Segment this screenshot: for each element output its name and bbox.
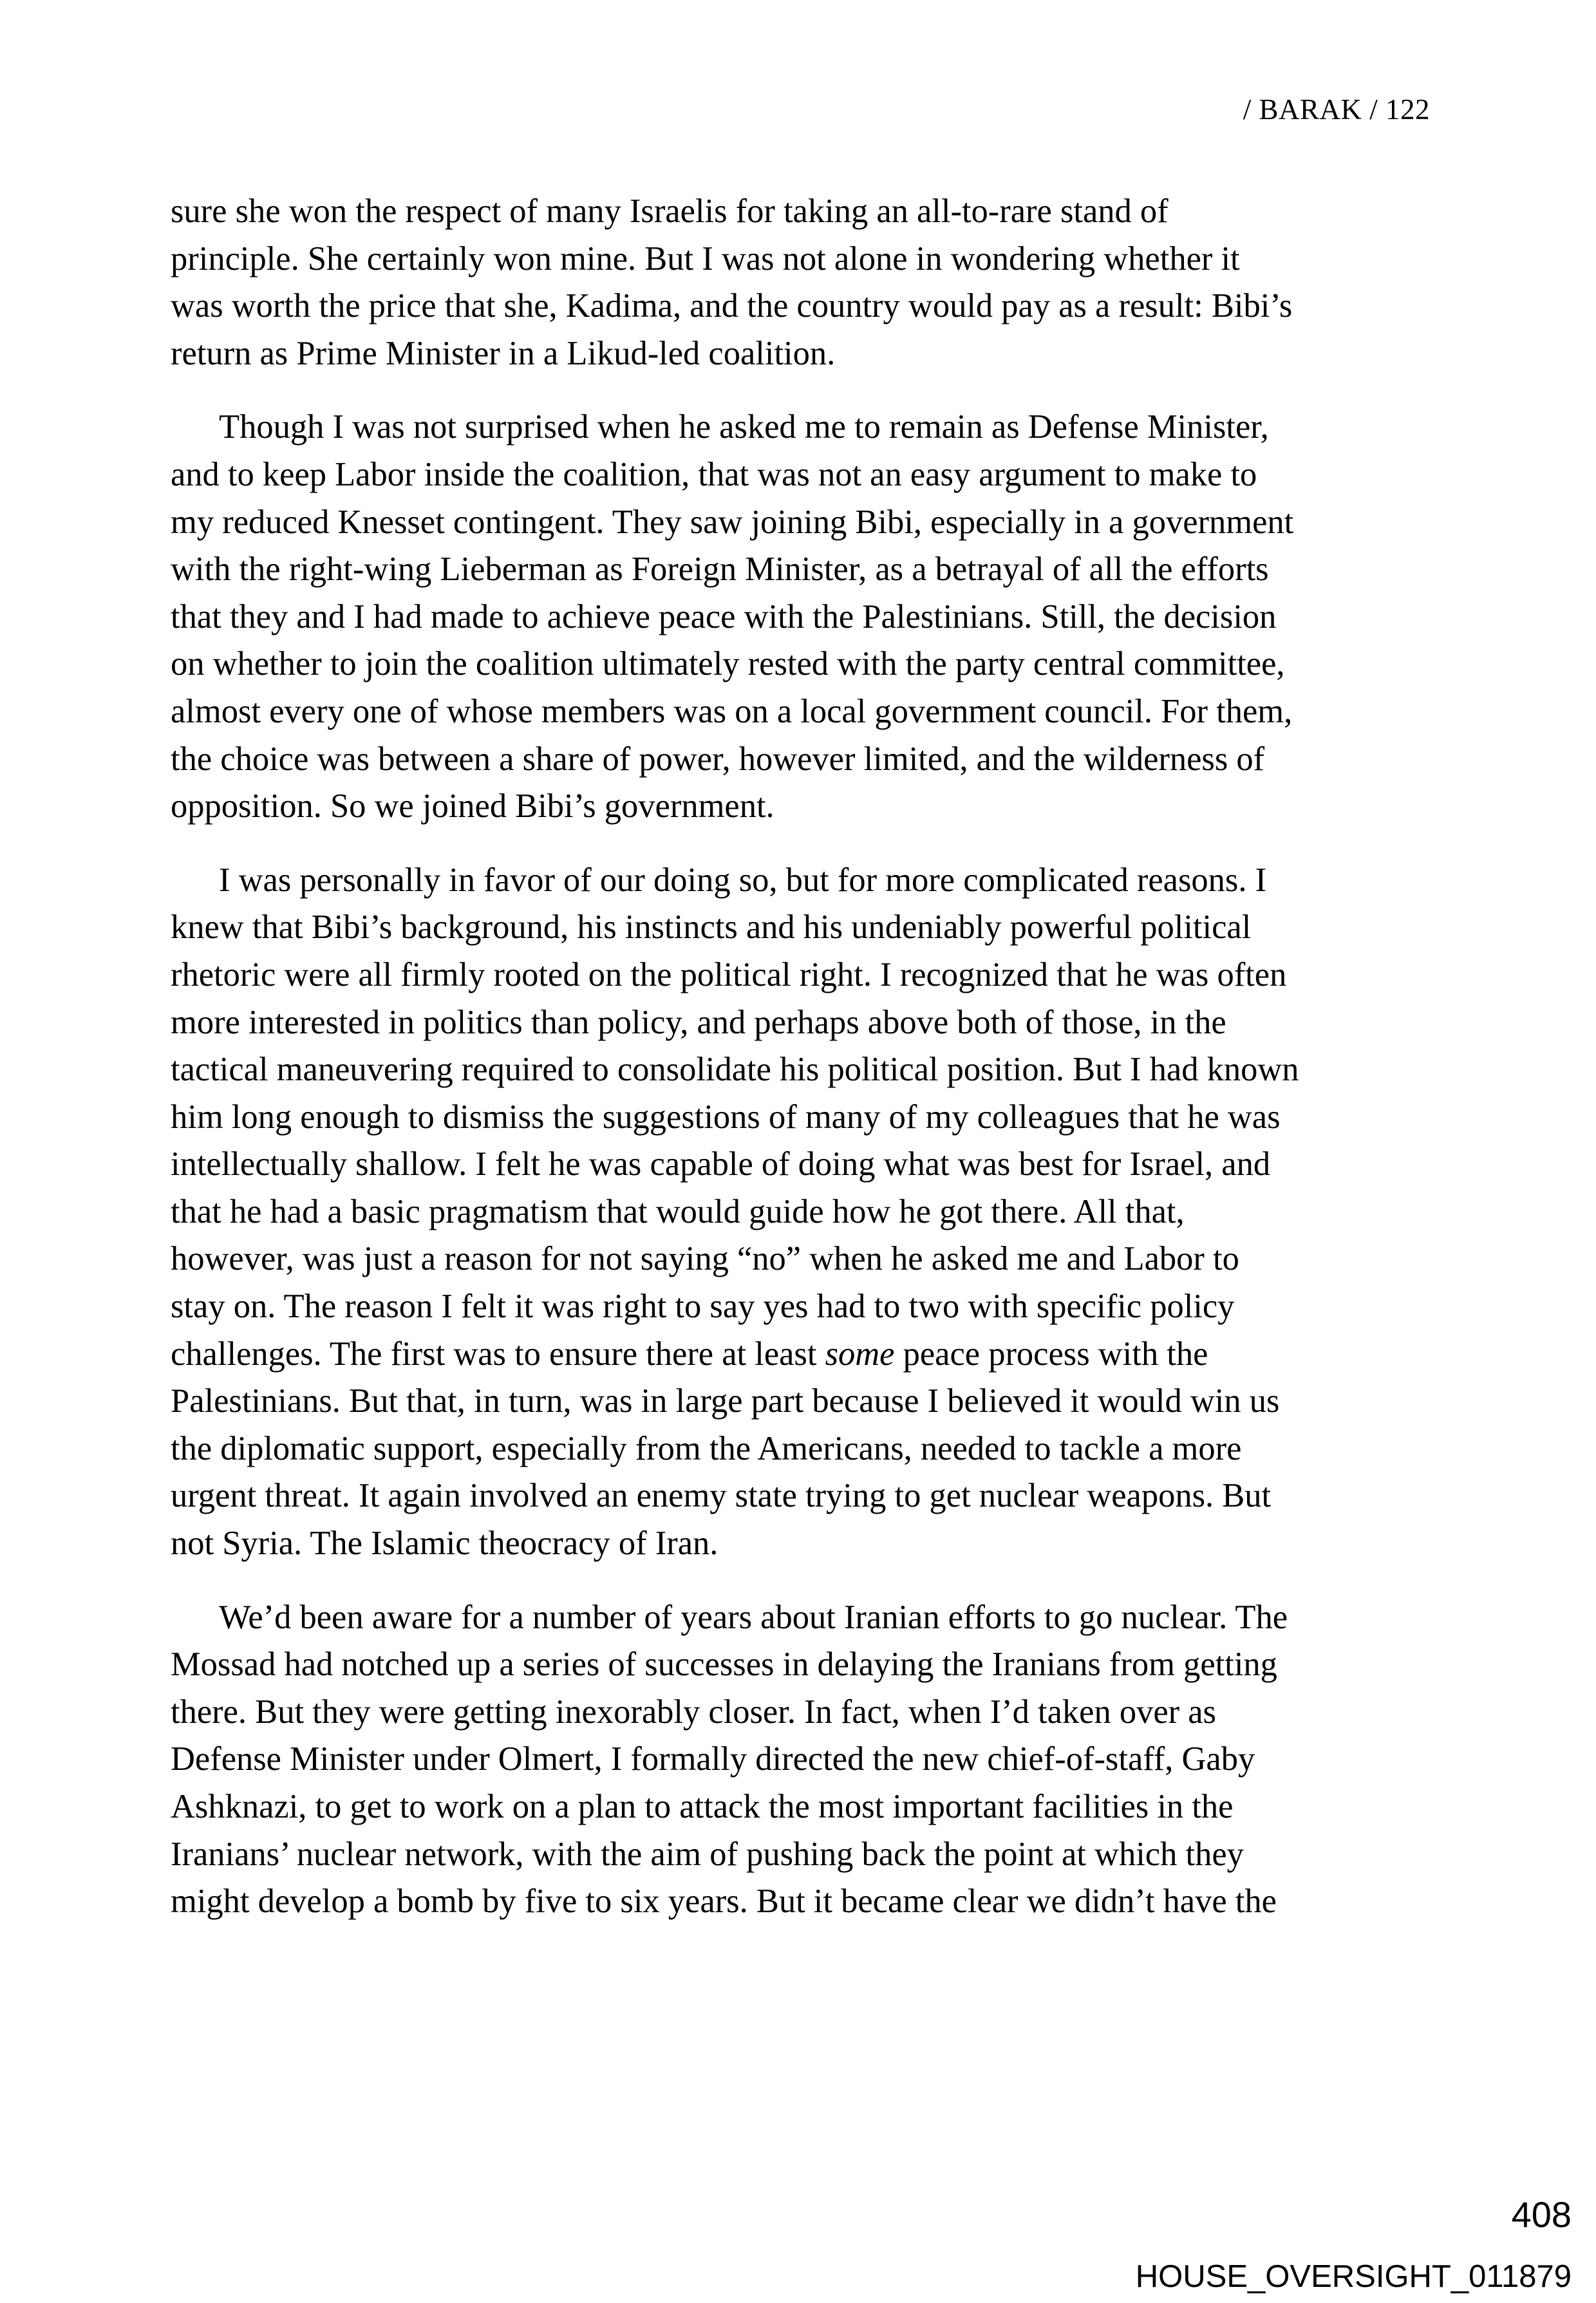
text-line: my reduced Knesset contingent. They saw joining Bibi, especially in a government xyxy=(171,503,1294,541)
text-line: was worth the price that she, Kadima, and the country would pay as a result: Bibi’s xyxy=(171,287,1293,325)
text-line: opposition. So we joined Bibi’s government. xyxy=(171,787,775,825)
text-line: that they and I had made to achieve peace with the Palestinians. Still, the decision xyxy=(171,597,1277,635)
paragraph-1 xyxy=(171,188,1432,377)
text-line: Though I was not surprised when he asked me to remain as Defense Minister, xyxy=(219,408,1269,446)
text-line: intellectually shallow. I felt he was capable of doing what was best for Israel, and xyxy=(171,1145,1271,1183)
text-line: there. But they were getting inexorably closer. In fact, when I’d taken over as xyxy=(171,1693,1216,1731)
text-line: stay on. The reason I felt it was right to say yes had to two with specific policy xyxy=(171,1288,1235,1326)
text-line: I was personally in favor of our doing so, but for more complicated reasons. I xyxy=(219,861,1267,899)
text-line: Ashknazi, to get to work on a plan to attack the most important facilities in the xyxy=(171,1788,1234,1825)
paragraph-2 xyxy=(171,404,1432,830)
text-line: Palestinians. But that, in turn, was in large part because I believed it would win us xyxy=(171,1382,1280,1420)
text-line: rhetoric were all firmly rooted on the political right. I recognized that he was often xyxy=(171,955,1287,993)
text-line: and to keep Labor inside the coalition, that was not an easy argument to make to xyxy=(171,455,1257,493)
text-line: that he had a basic pragmatism that would guide how he got there. All that, xyxy=(171,1192,1185,1230)
text-line: might develop a bomb by five to six years. But it became clear we didn’t have the xyxy=(171,1883,1277,1921)
text-line: the diplomatic support, especially from the Americans, needed to tackle a more xyxy=(171,1429,1242,1467)
text-segment: challenges. The first was to ensure there at least xyxy=(171,1335,825,1373)
text-line-with-emphasis xyxy=(171,1331,1432,1378)
text-segment: peace process with the xyxy=(894,1335,1208,1373)
text-line: tactical maneuvering required to consolidate his political position. But I had known xyxy=(171,1051,1299,1089)
text-line: Mossad had notched up a series of successes in delaying the Iranians from getting xyxy=(171,1646,1277,1684)
body-text xyxy=(171,188,1432,1952)
running-header: / BARAK / 122 xyxy=(1243,93,1430,126)
text-line: with the right-wing Lieberman as Foreign Minister, as a betrayal of all the efforts xyxy=(171,550,1269,588)
text-line: Iranians’ nuclear network, with the aim of pushing back the point at which they xyxy=(171,1835,1244,1873)
text-line: knew that Bibi’s background, his instincts and his undeniably powerful political xyxy=(171,908,1252,946)
italic-emphasis: some xyxy=(825,1335,895,1373)
text-line: on whether to join the coalition ultimately rested with the party central committee, xyxy=(171,645,1285,683)
text-line: not Syria. The Islamic theocracy of Iran. xyxy=(171,1525,718,1563)
text-line: return as Prime Minister in a Likud-led coalition. xyxy=(171,334,836,372)
paragraph-4 xyxy=(171,1594,1432,1926)
text-line: urgent threat. It again involved an enemy state trying to get nuclear weapons. But xyxy=(171,1477,1272,1515)
text-line: sure she won the respect of many Israelis for taking an all-to-rare stand of xyxy=(171,193,1169,230)
text-line: We’d been aware for a number of years about Iranian efforts to go nuclear. The xyxy=(219,1598,1288,1636)
text-line: more interested in politics than policy, and perhaps above both of those, in the xyxy=(171,1003,1226,1041)
text-line: principle. She certainly won mine. But I was not alone in wondering whether it xyxy=(171,240,1240,277)
text-line: almost every one of whose members was on a local government council. For them, xyxy=(171,692,1293,730)
text-line: him long enough to dismiss the suggestions of many of my colleagues that he was xyxy=(171,1098,1281,1136)
text-line: the choice was between a share of power, however limited, and the wilderness of xyxy=(171,740,1265,778)
page-number: 408 xyxy=(1511,2194,1572,2235)
bates-number: HOUSE_OVERSIGHT_011879 xyxy=(1135,2259,1572,2294)
text-line: Defense Minister under Olmert, I formally directed the new chief-of-staff, Gaby xyxy=(171,1740,1255,1778)
text-line: however, was just a reason for not saying “no” when he asked me and Labor to xyxy=(171,1240,1239,1278)
paragraph-3 xyxy=(171,857,1432,1568)
